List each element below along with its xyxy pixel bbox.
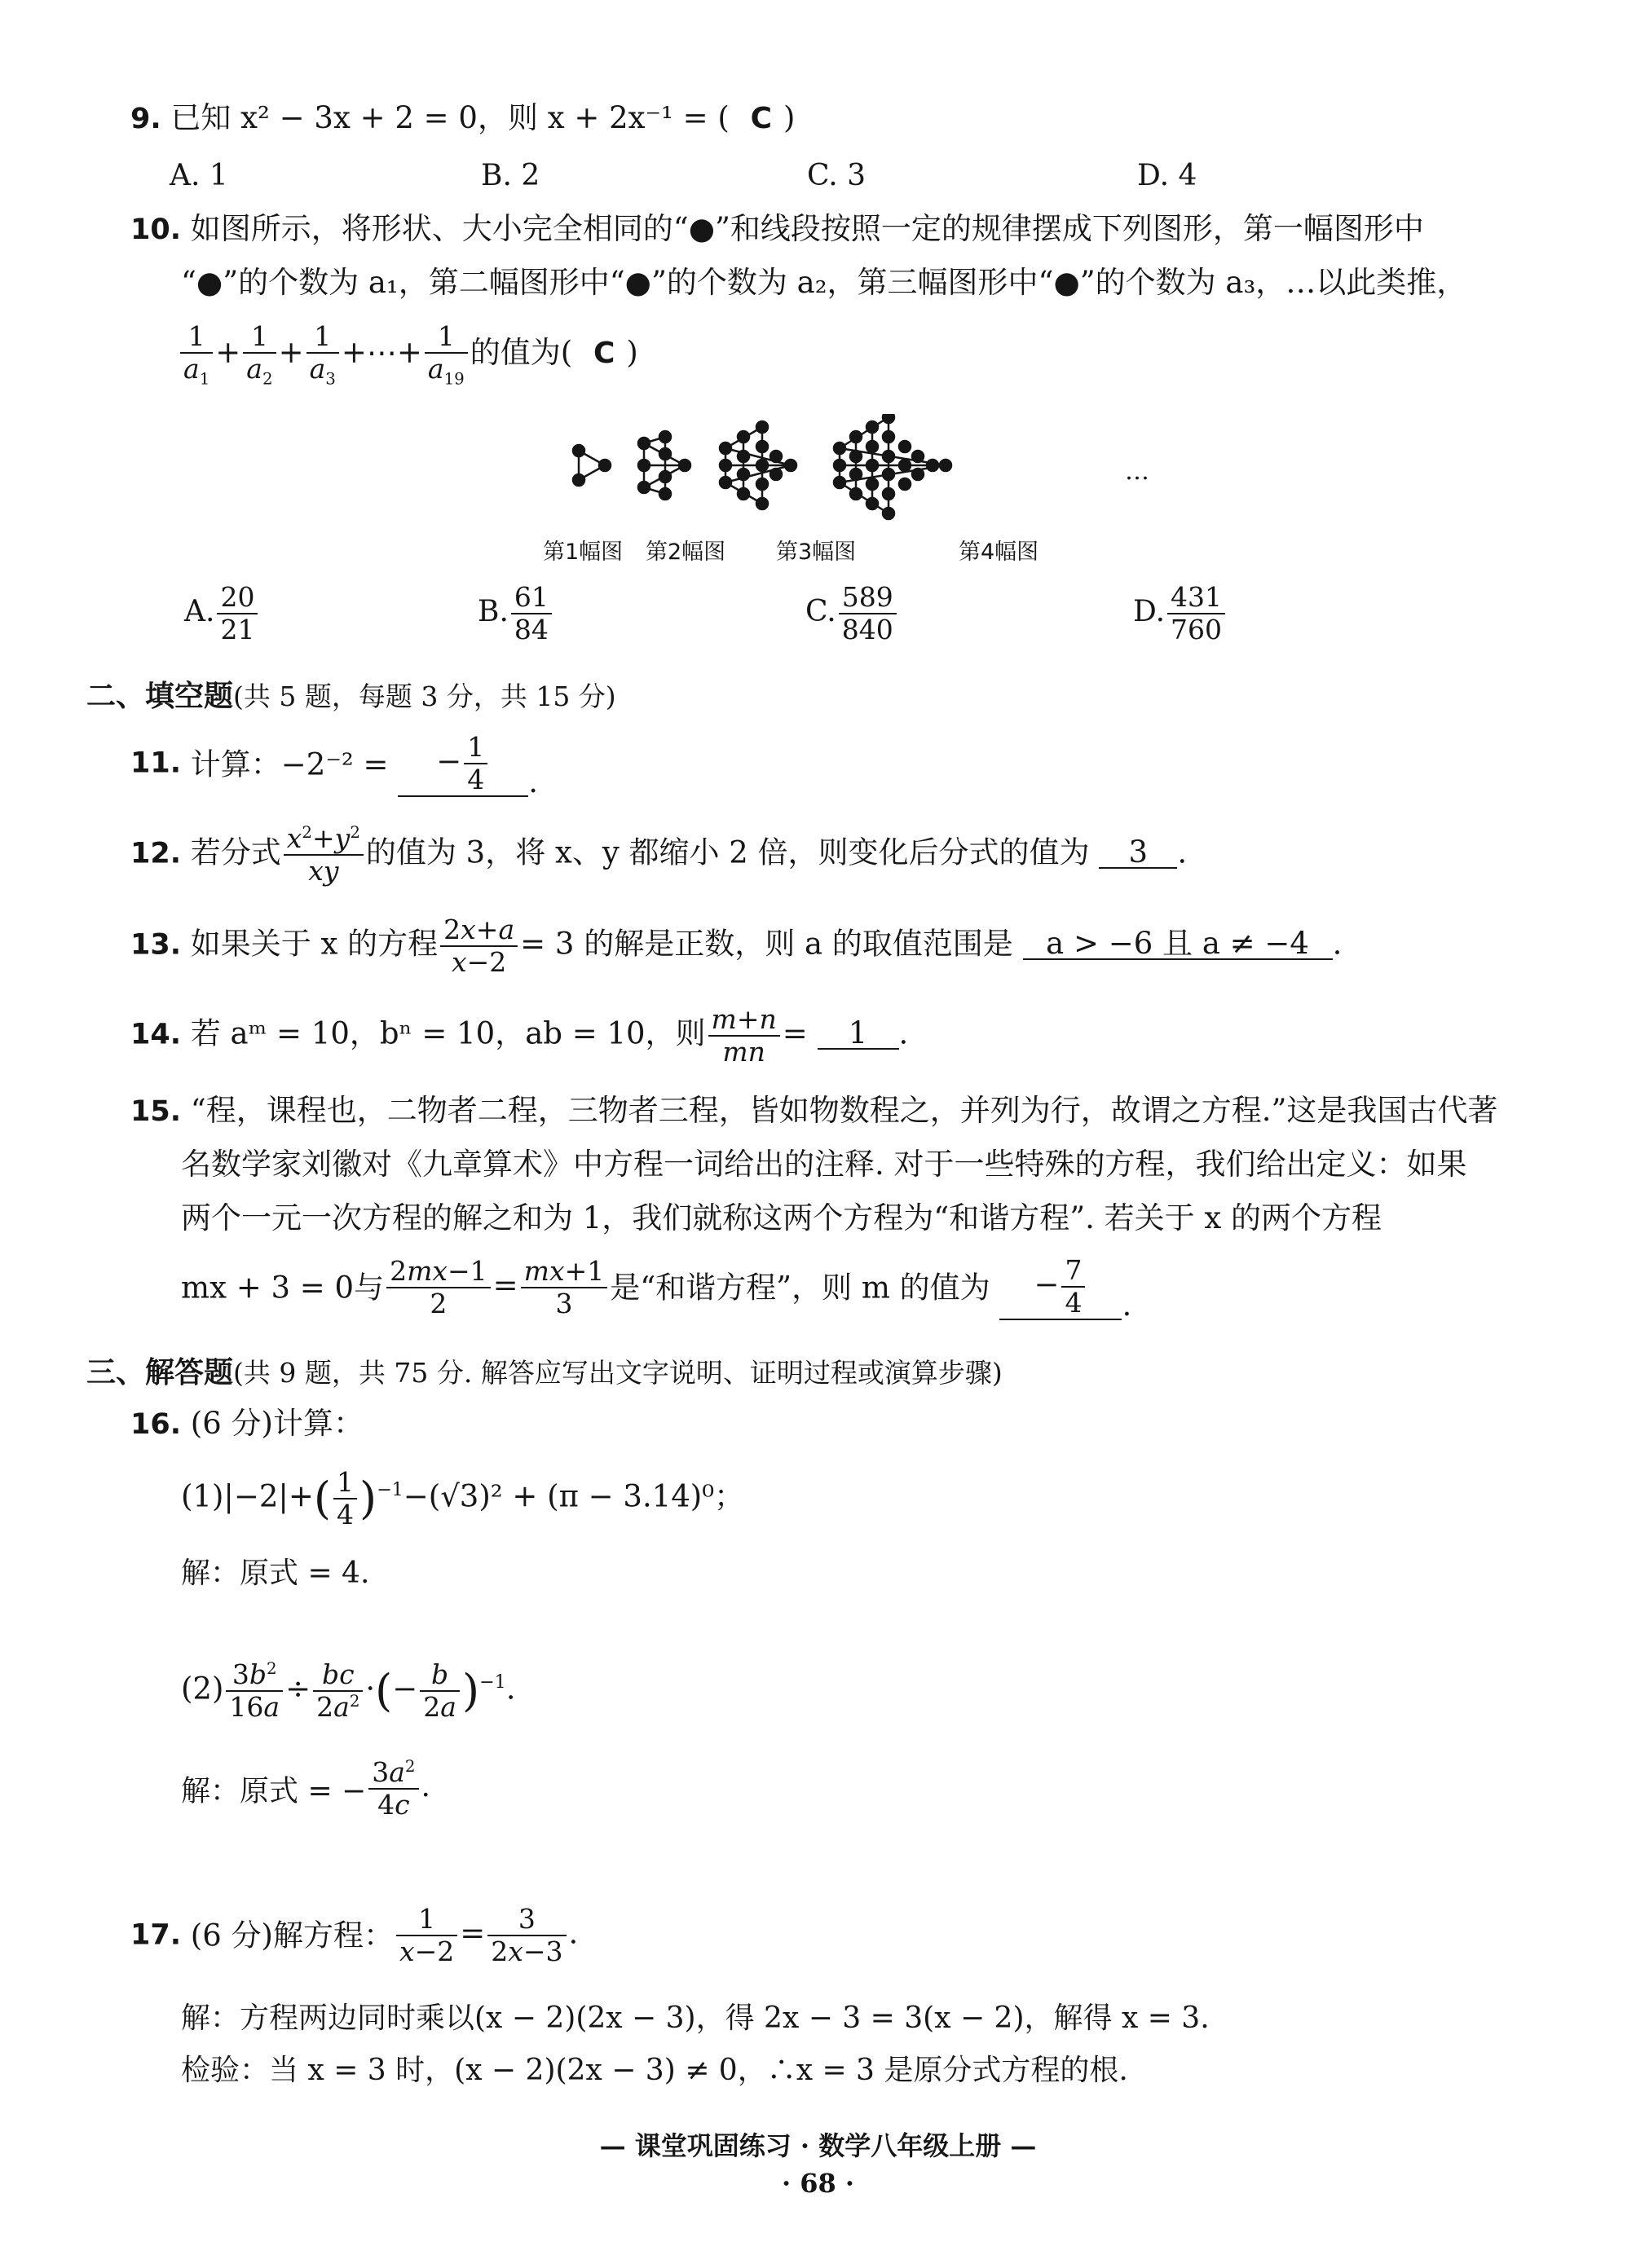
q16-part1-solution: 解：原式 = 4. <box>181 1557 370 1590</box>
q9-text: 已知 x² − 3x + 2 = 0，则 x + 2x⁻¹ = ( <box>170 100 730 135</box>
q17-solution-line2: 检验：当 x = 3 时，(x − 2)(2x − 3) ≠ 0，∴x = 3 是原分式方程的根. <box>181 2054 1128 2087</box>
q11-text: 计算：−2⁻² = <box>190 746 389 782</box>
q15-text-line4a: mx + 3 = 0与 <box>181 1270 385 1306</box>
page-number: · 68 · <box>781 2168 855 2199</box>
q16-part1-tail: −(√3)² + (π − 3.14)⁰； <box>403 1478 745 1514</box>
q16-part2-label: (2) <box>181 1671 224 1707</box>
q16-part2: (2) $\frac{3b^2}{16a}$ ÷ $\frac{bc}{2a^2}$ ·(− $\frac{b}{2a}$ )$^{-1}$. <box>181 1658 516 1723</box>
q12-number: 12. <box>130 837 182 870</box>
q13-text-pre: 如果关于 x 的方程 <box>190 926 439 962</box>
section-2-heading <box>86 673 616 715</box>
q10-option-c: C. $\frac{589}{840}$ <box>805 582 899 645</box>
q10-option-b: B. $\frac{61}{84}$ <box>478 582 554 645</box>
q11: 11. 计算：−2⁻² = − $\frac{1}{4}$ . <box>130 731 538 799</box>
q15-line2: 名数学家刘徽对《九章算术》中方程一词给出的注释. 对于一些特殊的方程，我们给出定义：如果 <box>181 1147 1467 1182</box>
q13-text-mid: = 3 的解是正数，则 a 的取值范围是 <box>520 926 1013 962</box>
q12: 12. 若分式 $\frac{x^2+y^2}{xy}$ 的值为 3，将 x、y 都缩小 2 倍，则变化后分式的值为 3 . <box>130 822 1188 887</box>
q10-option-d: D. $\frac{431}{760}$ <box>1133 582 1228 645</box>
q15-text-line1: “程，课程也，二物者二程，三物者三程，皆如物数程之，并列为行，故谓之方程.”这是我国古代著 <box>190 1093 1498 1128</box>
figure-1-dots <box>573 445 611 486</box>
q10-line2: “●”的个数为 a₁，第二幅图形中“●”的个数为 a₂，第三幅图形中“●”的个数为 a₃，…以此类推， <box>181 265 1467 300</box>
q17-stem: 17. (6 分)解方程： $\frac{1}{x-2}$ = $\frac{3}{2x-3}$ . <box>130 1903 579 1967</box>
q10-figure-ellipsis: … <box>1125 457 1149 486</box>
q14: 14. 若 aᵐ = 10，bⁿ = 10，ab = 10，则 $\frac{m+n}{mn}$ = 1 . <box>130 1003 909 1068</box>
footer-title: — 课堂巩固练习 · 数学八年级上册 — <box>599 2130 1037 2161</box>
q9-number: 9. <box>130 103 161 135</box>
q10-close: ) <box>626 335 638 371</box>
q9-option-a: A. 1 <box>170 159 228 192</box>
q17-solution-line1: 解：方程两边同时乘以(x − 2)(2x − 3)，得 2x − 3 = 3(x − 2)，解得 x = 3. <box>181 2002 1210 2035</box>
q10-caption-4: 第4幅图 <box>959 539 1039 565</box>
q14-text-pre: 若 aᵐ = 10，bⁿ = 10，ab = 10，则 <box>190 1015 706 1051</box>
q10-option-a: A. $\frac{20}{21}$ <box>184 582 260 645</box>
q16-text: (6 分)计算： <box>190 1406 364 1441</box>
q16-number: 16. <box>130 1408 182 1441</box>
q17-number: 17. <box>130 1918 182 1952</box>
section-3-heading <box>86 1350 1003 1391</box>
q14-answer-blank: 1 <box>818 1018 899 1050</box>
q13-number: 13. <box>130 928 182 962</box>
q10-caption-3: 第3幅图 <box>776 539 857 565</box>
q10-caption-1: 第1幅图 <box>543 539 624 565</box>
section-2-note: (共 5 题，每题 3 分，共 15 分) <box>233 680 616 712</box>
q10-line1 <box>130 211 1424 246</box>
q10-text-line1: 如图所示，将形状、大小完全相同的“●”和线段按照一定的规律摆成下列图形，第一幅图形中 <box>190 211 1424 246</box>
q9-stem <box>130 100 796 135</box>
q10-figure <box>562 414 1149 528</box>
q12-text-pre: 若分式 <box>190 835 281 870</box>
q16-stem <box>130 1408 364 1439</box>
q14-number: 14. <box>130 1018 182 1051</box>
q9-close: ) <box>783 100 796 135</box>
q16-part1-label: (1) <box>181 1478 224 1514</box>
q15-answer-blank: − $\frac{7}{4}$ <box>999 1255 1122 1320</box>
q15-line3: 两个一元一次方程的解之和为 1，我们就称这两个方程为“和谐方程”. 若关于 x 的两个方程 <box>181 1200 1382 1235</box>
figure-3-dots <box>720 421 796 509</box>
q9-option-c: C. 3 <box>807 159 867 192</box>
q9-option-b: B. 2 <box>481 159 540 192</box>
q10-number: 10. <box>130 214 182 246</box>
q9-answer: C <box>750 102 773 135</box>
q15-number: 15. <box>130 1095 182 1128</box>
q17-text: (6 分)解方程： <box>190 1918 394 1953</box>
q13: 13. 如果关于 x 的方程 $\frac{2x+a}{x-2}$ = 3 的解是正数，则 a 的取值范围是 a > −6 且 a ≠ −4 . <box>130 914 1343 978</box>
section-3-note: (共 9 题，共 75 分. 解答应写出文字说明、证明过程或演算步骤) <box>233 1357 1003 1389</box>
q13-answer-blank: a > −6 且 a ≠ −4 <box>1023 928 1333 960</box>
q11-number: 11. <box>130 746 182 780</box>
section-2-title: 二、填空题 <box>86 680 234 713</box>
q10-answer: C <box>593 337 615 371</box>
q15-text-line4b: 是“和谐方程”，则 m 的值为 <box>610 1270 990 1306</box>
q16-part1: (1)|−2|+( $\frac{1}{4}$ )$^{-1}$−(√3)² + (π − 3.14)⁰； <box>181 1466 745 1530</box>
q10-caption-2: 第2幅图 <box>646 539 726 565</box>
q9-option-d: D. 4 <box>1137 159 1197 192</box>
q16-part2-solution: 解：原式 = − $\frac{3a^2}{4c}$ . <box>181 1756 430 1821</box>
q10-line3: $\frac{1}{a_1}$ + $\frac{1}{a_2}$ + $\frac{1}{a_3}$ +⋯+ $\frac{1}{a_{19}}$ 的值为( C ) <box>178 321 638 389</box>
q15-line4: mx + 3 = 0与 $\frac{2mx-1}{2}$ = $\frac{mx+1}{3}$ 是“和谐方程”，则 m 的值为 − $\frac{7}{4}$ . <box>181 1254 1132 1323</box>
figure-2-dots <box>638 431 690 500</box>
q10-text-line3: 的值为( <box>470 335 573 371</box>
q12-text-post: 的值为 3，将 x、y 都缩小 2 倍，则变化后分式的值为 <box>365 835 1090 870</box>
q15-line1 <box>130 1095 1497 1126</box>
q11-answer-blank: − $\frac{1}{4}$ <box>398 732 528 797</box>
section-3-title: 三、解答题 <box>86 1356 234 1389</box>
figure-4-dots <box>834 414 951 519</box>
q12-answer-blank: 3 <box>1099 837 1177 869</box>
